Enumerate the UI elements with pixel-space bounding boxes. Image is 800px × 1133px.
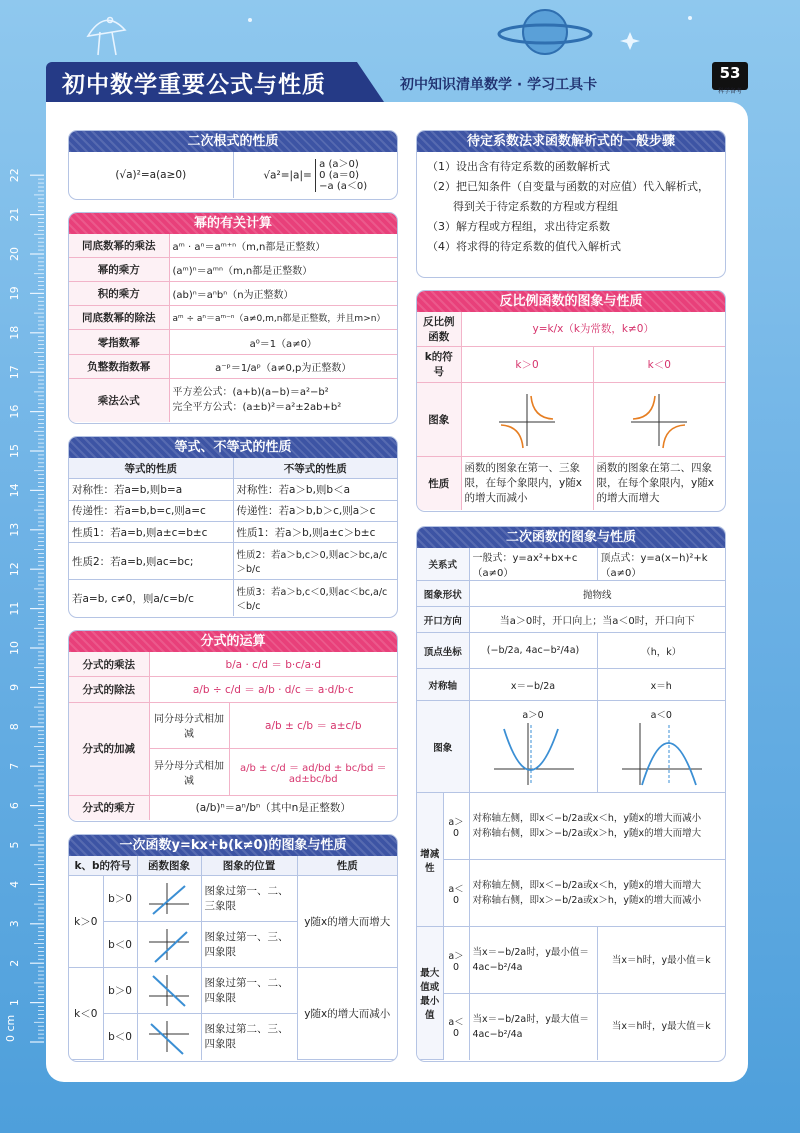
power-rule-label: 幂的乘方	[69, 258, 169, 282]
ruler-label: 21	[8, 207, 21, 222]
linear-table	[69, 856, 397, 1060]
step-list	[417, 152, 725, 262]
b-sign: b＞0	[103, 968, 137, 1014]
b-sign: b＞0	[103, 876, 137, 922]
extremum-positive-general: 当x＝−b/2a时，y最小值＝4ac−b²/4a	[469, 927, 597, 994]
step-item: （3）解方程或方程组，求出待定系数	[427, 220, 610, 233]
powers-table	[69, 234, 397, 422]
ruler-label: 18	[8, 325, 21, 340]
open-label: 开口方向	[417, 607, 469, 633]
section-equality	[68, 436, 398, 618]
section-linear	[68, 834, 398, 1062]
axis-vertex-form: x＝h	[597, 669, 725, 701]
fraction-op-formula: b/a · c/d ＝ b·c/a·d	[149, 652, 397, 677]
extremum-negative-vertex: 当x＝h时，y最大值＝k	[597, 994, 725, 1060]
ruler-label: 17	[8, 365, 21, 380]
linear-property: y随x的增大而减小	[297, 968, 397, 1060]
b-sign: b＜0	[103, 1014, 137, 1060]
power-rule-formula: aᵐ ÷ aⁿ＝aᵐ⁻ⁿ（a≠0,m,n都是正整数，并且m>n）	[169, 306, 397, 330]
eq-property: 性质2：若a=b,则ac=bc;	[69, 543, 233, 580]
linear-graph	[137, 968, 201, 1014]
inverse-fn-formula: y=k/x（k为常数，k≠0）	[461, 312, 725, 346]
power-rule-formula: a⁻ᵖ＝1/aᵖ（a≠0,p为正整数）	[169, 354, 397, 378]
radical-table	[69, 152, 397, 198]
eq-property: 若a=b, c≠0，则a/c=b/c	[69, 580, 233, 616]
ruler-label: 14	[8, 483, 21, 498]
power-rule-label: 积的乘方	[69, 282, 169, 306]
ruler-label: 8	[8, 723, 21, 731]
k-negative: k＜0	[593, 346, 725, 383]
ruler-label: 3	[8, 920, 21, 928]
perfect-square: 完全平方公式：(a±b)²＝a²±2ab+b²	[172, 402, 342, 414]
eq-property: 对称性：若a=b,则b=a	[69, 479, 233, 500]
rel-label: 关系式	[417, 548, 469, 581]
ruler-label: 16	[8, 404, 21, 419]
section-title: 幂的有关计算	[69, 213, 397, 234]
section-title: 等式、不等式的性质	[69, 437, 397, 458]
power-rule-label: 同底数幂的乘法	[69, 234, 169, 258]
fraction-op-label: 分式的除法	[69, 677, 149, 702]
linear-graph	[137, 876, 201, 922]
fraction-op-formula: (a/b)ⁿ＝aⁿ/bⁿ（其中n是正整数）	[149, 795, 397, 820]
star-icon	[248, 16, 692, 50]
inverse-fn-label: 反比例函数	[417, 312, 461, 346]
brand-logo-caption: 科学备考	[717, 88, 742, 95]
power-rule-formula: aᵐ · aⁿ＝aᵐ⁺ⁿ（m,n都是正整数）	[169, 234, 397, 258]
ineq-property: 性质1：若a＞b,则a±c＞b±c	[233, 522, 397, 543]
ineq-property: 传递性：若a＞b,b＞c,则a＞c	[233, 500, 397, 521]
col-header: k、b的符号	[69, 856, 137, 876]
brand-logo: 53	[712, 62, 748, 90]
radical-case: 0 (a＝0)	[319, 169, 359, 181]
fraction-sub-label: 同分母分式相加减	[149, 702, 229, 749]
fraction-op-label: 分式的乘法	[69, 652, 149, 677]
step-item: 得到关于待定系数的方程或方程组	[453, 200, 618, 213]
monotonicity-negative	[469, 860, 725, 927]
section-radical	[68, 130, 398, 200]
linear-graph	[137, 1014, 201, 1060]
inverse-graph-positive	[461, 383, 593, 457]
ruler-label: 10	[8, 641, 21, 655]
section-fractions	[68, 630, 398, 822]
ruler-label: 6	[8, 802, 21, 810]
section-quadratic	[416, 526, 726, 1062]
ruler-scale	[0, 130, 44, 1060]
radical-formula-1: (√a)²=a(a≥0)	[69, 152, 233, 198]
ruler-label: 19	[8, 286, 21, 301]
step-item: （2）把已知条件（自变量与函数的对应值）代入解析式，	[427, 180, 709, 193]
vertex-label: 顶点坐标	[417, 633, 469, 669]
linear-property: y随x的增大而增大	[297, 876, 397, 968]
difference-of-squares: 平方差公式：(a+b)(a−b)＝a²−b²	[172, 387, 329, 399]
eq-property: 性质1：若a=b,则a±c=b±c	[69, 522, 233, 543]
power-rule-label: 负整数指数幂	[69, 354, 169, 378]
k-positive: k＞0	[461, 346, 593, 383]
general-form: 一般式：y=ax²+bx+c（a≠0）	[469, 548, 597, 581]
equality-table	[69, 458, 397, 616]
fraction-op-formula: a/b ± c/d ＝ ad/bd ± bc/bd ＝ ad±bc/bd	[229, 749, 397, 796]
ineq-property: 性质2：若a＞b,c＞0,则ac＞bc,a/c＞b/c	[233, 543, 397, 580]
fraction-op-formula: a/b ÷ c/d ＝ a/b · d/c ＝ a·d/b·c	[149, 677, 397, 702]
ruler-label: 13	[8, 522, 21, 537]
monotonicity-positive	[469, 793, 725, 860]
linear-graph	[137, 922, 201, 968]
section-title: 分式的运算	[69, 631, 397, 652]
ruler-unit: 0 cm	[4, 1014, 17, 1042]
inverse-graph-negative	[593, 383, 725, 457]
a-positive: a＞0	[443, 793, 469, 860]
mono-text: 对称轴右侧，即x＞−b/2a或x＞h，y随x的增大而减小	[472, 895, 702, 906]
b-sign: b＜0	[103, 922, 137, 968]
a-positive: a＞0	[443, 927, 469, 994]
ruler-label: 22	[8, 168, 21, 183]
radical-case: −a (a＜0)	[319, 180, 368, 192]
step-item: （4）将求得的待定系数的值代入解析式	[427, 240, 621, 253]
parabola-graph-down	[597, 701, 725, 793]
ruler-label: 2	[8, 959, 21, 967]
inverse-table	[417, 312, 725, 510]
monotonicity-label: 增减性	[417, 793, 443, 927]
inverse-property-negative: 函数的图象在第二、四象限，在每个象限内，y随x的增大而增大	[593, 457, 725, 510]
ineq-property: 对称性：若a＞b,则b＜a	[233, 479, 397, 500]
content-card	[46, 102, 748, 1082]
property-label: 性质	[417, 457, 461, 510]
ruler-label: 5	[8, 841, 21, 849]
power-rule-label: 乘法公式	[69, 378, 169, 422]
graph-position: 图象过第一、二、三象限	[201, 876, 297, 922]
power-rule-formula	[169, 378, 397, 422]
ruler-label: 7	[8, 762, 21, 770]
col-header: 图象的位置	[201, 856, 297, 876]
vertex-general: (−b/2a, 4ac−b²/4a)	[469, 633, 597, 669]
ruler-label: 15	[8, 444, 21, 458]
ruler-label: 4	[8, 880, 21, 888]
ruler-label: 11	[8, 601, 21, 616]
power-rule-formula: (ab)ⁿ＝aⁿbⁿ（n为正整数）	[169, 282, 397, 306]
fraction-op-label: 分式的加减	[69, 702, 149, 795]
k-sign: k＜0	[69, 968, 103, 1060]
mono-text: 对称轴左侧，即x＜−b/2a或x＜h，y随x的增大而减小	[472, 813, 702, 824]
section-undetermined	[416, 130, 726, 278]
radical-formula-2-left: √a²=|a|=	[263, 169, 312, 181]
page-subtitle: 初中知识清单数学 · 学习工具卡	[400, 77, 598, 93]
fractions-table	[69, 652, 397, 820]
a-negative: a＜0	[443, 994, 469, 1060]
parabola-graph-up	[469, 701, 597, 793]
vertex-vertex-form: （h，k）	[597, 633, 725, 669]
ruler-label: 1	[8, 999, 21, 1007]
fraction-sub-label: 异分母分式相加减	[149, 749, 229, 796]
fraction-op-formula: a/b ± c/b ＝ a±c/b	[229, 702, 397, 749]
ruler-label: 9	[8, 683, 21, 691]
radical-formula-2	[233, 152, 397, 198]
graph-label: 图象	[417, 701, 469, 793]
extremum-positive-vertex: 当x＝h时，y最小值＝k	[597, 927, 725, 994]
axis-label: 对称轴	[417, 669, 469, 701]
page-title: 初中数学重要公式与性质	[62, 72, 326, 98]
open-value: 当a＞0时，开口向上；当a＜0时，开口向下	[469, 607, 725, 633]
a-negative: a＜0	[443, 860, 469, 927]
section-title: 一次函数y=kx+b(k≠0)的图象与性质	[69, 835, 397, 856]
shape-value: 抛物线	[469, 581, 725, 607]
section-title: 待定系数法求函数解析式的一般步骤	[417, 131, 725, 152]
power-rule-label: 同底数幂的除法	[69, 306, 169, 330]
ruler	[0, 130, 44, 1060]
ruler-label: 12	[8, 562, 21, 577]
section-powers	[68, 212, 398, 424]
inverse-property-positive: 函数的图象在第一、三象限，在每个象限内，y随x的增大而减小	[461, 457, 593, 510]
graph-position: 图象过第一、三、四象限	[201, 922, 297, 968]
section-title: 二次函数的图象与性质	[417, 527, 725, 548]
extremum-negative-general: 当x＝−b/2a时，y最大值＝4ac−b²/4a	[469, 994, 597, 1060]
col-header: 函数图象	[137, 856, 201, 876]
section-inverse	[416, 290, 726, 512]
mono-text: 对称轴左侧，即x＜−b/2a或x＜h，y随x的增大而增大	[472, 880, 702, 891]
extremum-label: 最大值或最小值	[417, 927, 443, 1060]
col-header: 性质	[297, 856, 397, 876]
radical-case: a (a＞0)	[319, 158, 359, 170]
vertex-form: 顶点式：y=a(x−h)²+k（a≠0）	[597, 548, 725, 581]
k-sign: k＞0	[69, 876, 103, 968]
power-rule-formula: (aᵐ)ⁿ＝aᵐⁿ（m,n都是正整数）	[169, 258, 397, 282]
ineq-property: 性质3：若a＞b,c＜0,则ac＜bc,a/c＜b/c	[233, 580, 397, 616]
power-rule-formula: a⁰＝1（a≠0）	[169, 330, 397, 354]
graph-position: 图象过第一、二、四象限	[201, 968, 297, 1014]
col-header: 等式的性质	[69, 458, 233, 479]
ruler-label: 20	[8, 247, 21, 261]
k-sign-label: k的符号	[417, 346, 461, 383]
col-header: 不等式的性质	[233, 458, 397, 479]
step-item: （1）设出含有待定系数的函数解析式	[427, 160, 610, 173]
power-rule-label: 零指数幂	[69, 330, 169, 354]
fraction-op-label: 分式的乘方	[69, 795, 149, 820]
section-title: 二次根式的性质	[69, 131, 397, 152]
axis-general: x＝−b/2a	[469, 669, 597, 701]
mushroom-icon	[88, 18, 125, 56]
a-positive: a＞0	[522, 709, 544, 721]
eq-property: 传递性：若a=b,b=c,则a=c	[69, 500, 233, 521]
graph-position: 图象过第二、三、四象限	[201, 1014, 297, 1060]
shape-label: 图象形状	[417, 581, 469, 607]
a-negative: a＜0	[650, 709, 672, 721]
graph-label: 图象	[417, 383, 461, 457]
mono-text: 对称轴右侧，即x＞−b/2a或x＞h，y随x的增大而增大	[472, 828, 702, 839]
section-title: 反比例函数的图象与性质	[417, 291, 725, 312]
quadratic-table	[417, 548, 725, 1060]
